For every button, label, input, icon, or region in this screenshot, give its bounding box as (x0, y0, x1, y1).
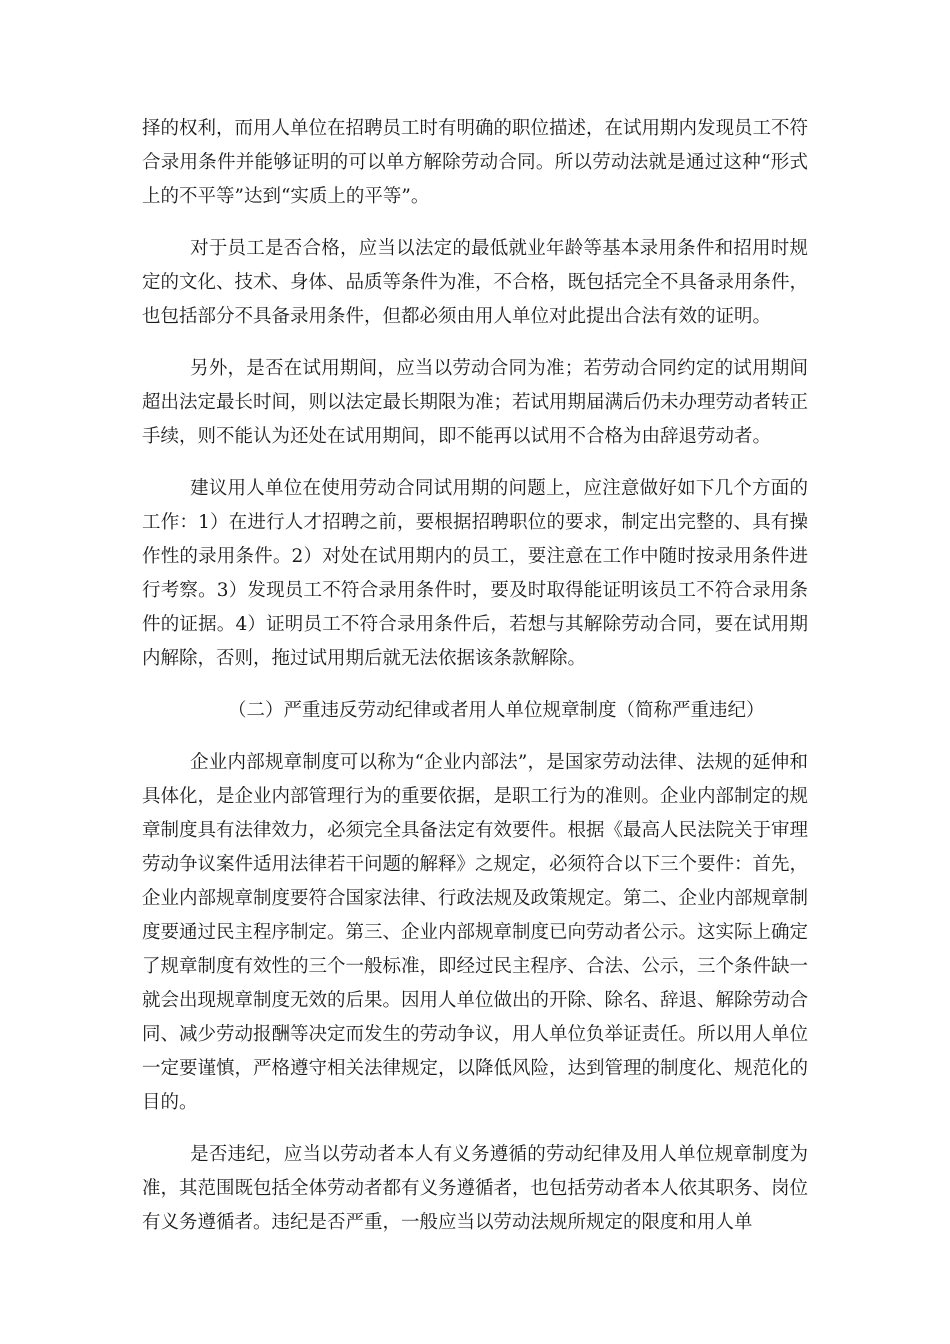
paragraph-probation-period: 另外，是否在试用期间，应当以劳动合同为准；若劳动合同约定的试用期间超出法定最长时间，则以法定最长期限为准；若试用期届满后仍未办理劳动者转正手续，则不能认为还处在试用期间，即不能再以试用不合格为由辞退劳动者。 (142, 358, 809, 447)
paragraph-internal-rules: 企业内部规章制度可以称为“企业内部法”，是国家劳动法律、法规的延伸和具体化，是企业内部管理行为的重要依据，是职工行为的准则。企业内部制定的规章制度具有法律效力，必须完全具备法定有效要件。根据《最高人民法院关于审理劳动争议案件适用法律若干问题的解释》之规定，必须符合以下三个要件：首先，企业内部规章制度要符合国家法律、行政法规及政策规定。第二、企业内部规章制度要通过民主程序制定。第三、企业内部规章制度已向劳动者公示。这实际上确定了规章制度有效性的三个一般标准，即经过民主程序、合法、公示，三个条件缺一就会出现规章制度无效的后果。因用人单位做出的开除、除名、辞退、解除劳动合同、减少劳动报酬等决定而发生的劳动争议，用人单位负举证责任。所以用人单位一定要谨慎，严格遵守相关法律规定，以降低风险，达到管理的制度化、规范化的目的。 (142, 752, 809, 1113)
paragraph-recommendations: 建议用人单位在使用劳动合同试用期的问题上，应注意做好如下几个方面的工作：1）在进行人才招聘之前，要根据招聘职位的要求，制定出完整的、具有操作性的录用条件。2）对处在试用期内的员工，要注意在工作中随时按录用条件进行考察。3）发现员工不符合录用条件时，要及时取得能证明该员工不符合录用条件的证据。4）证明员工不符合录用条件后，若想与其解除劳动合同，要在试用期内解除，否则，拖过试用期后就无法依据该条款解除。 (142, 478, 808, 669)
paragraph-continuation: 择的权利，而用人单位在招聘员工时有明确的职位描述，在试用期内发现员工不符合录用条件并能够证明的可以单方解除劳动合同。所以劳动法就是通过这种“形式上的不平等”达到“实质上的平等”。 (142, 118, 809, 207)
paragraph-qualification: 对于员工是否合格，应当以法定的最低就业年龄等基本录用条件和招用时规定的文化、技术、身体、品质等条件为准，不合格，既包括完全不具备录用条件，也包括部分不具备录用条件，但都必须由用人单位对此提出合法有效的证明。 (142, 238, 809, 327)
paragraph-violation: 是否违纪，应当以劳动者本人有义务遵循的劳动纪律及用人单位规章制度为准，其范围既包括全体劳动者都有义务遵循者，也包括劳动者本人依其职务、岗位有义务遵循者。违纪是否严重，一般应当以劳动法规所规定的限度和用人单 (142, 1144, 809, 1233)
section-heading: （二）严重违反劳动纪律或者用人单位规章制度（简称严重违纪） (228, 700, 765, 721)
document-page (142, 112, 808, 1258)
